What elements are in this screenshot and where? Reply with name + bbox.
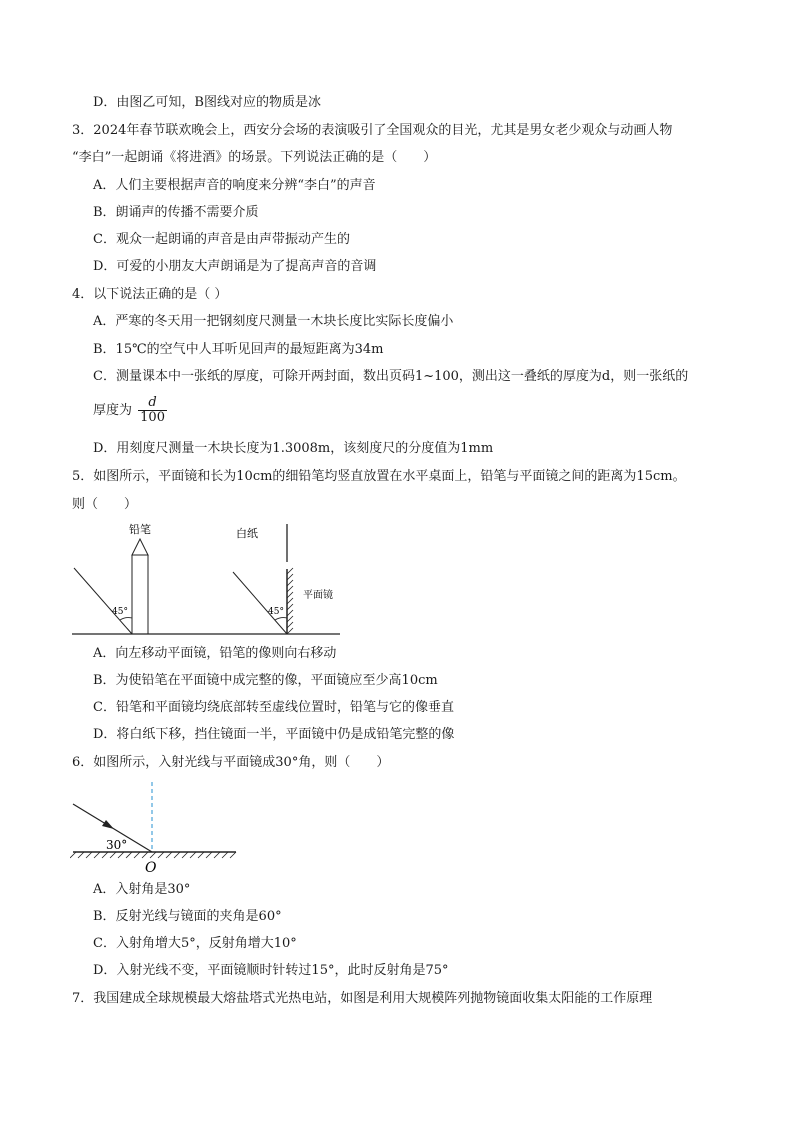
paper-label: 白纸: [236, 527, 258, 540]
q4-stem: 4．以下说法正确的是（ ）: [72, 287, 228, 302]
q4-option-d: D．用刻度尺测量一木块长度为1.3008m，该刻度尺的分度值为1mm: [93, 441, 494, 456]
q3-option-c: C．观众一起朗诵的声音是由声带振动产生的: [93, 232, 350, 247]
angle-label-right: 45°: [268, 607, 284, 617]
q4-option-c-prefix: 厚度为: [93, 403, 133, 418]
fraction: [138, 396, 167, 425]
pencil-tip: [132, 539, 148, 555]
q3-option-b: B．朗诵声的传播不需要介质: [93, 205, 259, 220]
q7-stem: 7．我国建成全球规模最大熔盐塔式光热电站，如图是利用大规模阵列抛物镜面收集太阳能的工作原理: [72, 991, 653, 1006]
figure-6-diagram: [70, 780, 245, 875]
mirror-label: 平面镜: [303, 590, 333, 601]
q5-option-b: B．为使铅笔在平面镜中成完整的像，平面镜应至少高10cm: [93, 673, 438, 688]
q5-option-a: A．向左移动平面镜，铅笔的像则向右移动: [93, 646, 337, 661]
q3-option-d: D．可爱的小朋友大声朗诵是为了提高声音的音调: [93, 259, 377, 274]
angle-arc-right: [275, 618, 287, 620]
q6-option-a: A．入射角是30°: [93, 882, 191, 897]
q5-stem-cont: 则（ ）: [72, 497, 138, 512]
q3-stem-cont: “李白”一起朗诵《将进酒》的场景。下列说法正确的是（ ）: [72, 150, 437, 165]
dashed-rotation-line-left: [74, 568, 132, 634]
q4-option-a: A．严寒的冬天用一把钢刻度尺测量一木块长度比实际长度偏小: [93, 314, 454, 329]
q4-option-b: B．15℃的空气中人耳听见回声的最短距离为34m: [93, 342, 384, 357]
q6-stem: 6．如图所示，入射光线与平面镜成30°角，则（ ）: [72, 755, 390, 770]
q5-stem: 5．如图所示，平面镜和长为10cm的细铅笔均竖直放置在水平桌面上，铅笔与平面镜之间的距离为15cm。: [72, 469, 686, 484]
dashed-rotation-line-right: [233, 572, 287, 634]
q4-option-c-cont: [93, 396, 167, 425]
pencil-body: [132, 555, 148, 634]
fraction-numerator: d: [138, 396, 167, 411]
q6-option-c: C．入射角增大5°，反射角增大10°: [93, 936, 297, 951]
pencil-label: 铅笔: [129, 523, 151, 536]
q5-option-c: C．铅笔和平面镜均绕底部转至虚线位置时，铅笔与它的像垂直: [93, 700, 454, 715]
q6-option-b: B．反射光线与镜面的夹角是60°: [93, 909, 282, 924]
q4-option-c: C．测量课本中一张纸的厚度，可除开两封面，数出页码1~100，测出这一叠纸的厚度为d，则一张纸的: [93, 369, 689, 384]
mirror-hatching: [287, 568, 293, 634]
q5-option-d: D．将白纸下移，挡住镜面一半，平面镜中仍是成铅笔完整的像: [93, 727, 455, 742]
angle-label: 30°: [106, 838, 128, 852]
q3-option-a: A．人们主要根据声音的响度来分辨“李白”的声音: [93, 178, 376, 193]
incidence-point-label: O: [145, 860, 157, 875]
figure-5-diagram: [72, 522, 342, 637]
q6-option-d: D．入射光线不变，平面镜顺时针转过15°，此时反射角是75°: [93, 963, 449, 978]
q2-option-d: D．由图乙可知，B图线对应的物质是冰: [93, 95, 321, 110]
incident-ray-arrow: [102, 820, 114, 829]
fraction-denominator: 100: [140, 410, 165, 425]
mirror-hatching: [70, 852, 236, 858]
angle-arc-left: [120, 618, 132, 620]
angle-label-left: 45°: [112, 607, 128, 617]
q3-stem: 3．2024年春节联欢晚会上，西安分会场的表演吸引了全国观众的目光，尤其是男女老少观众与动画人物: [72, 123, 673, 138]
